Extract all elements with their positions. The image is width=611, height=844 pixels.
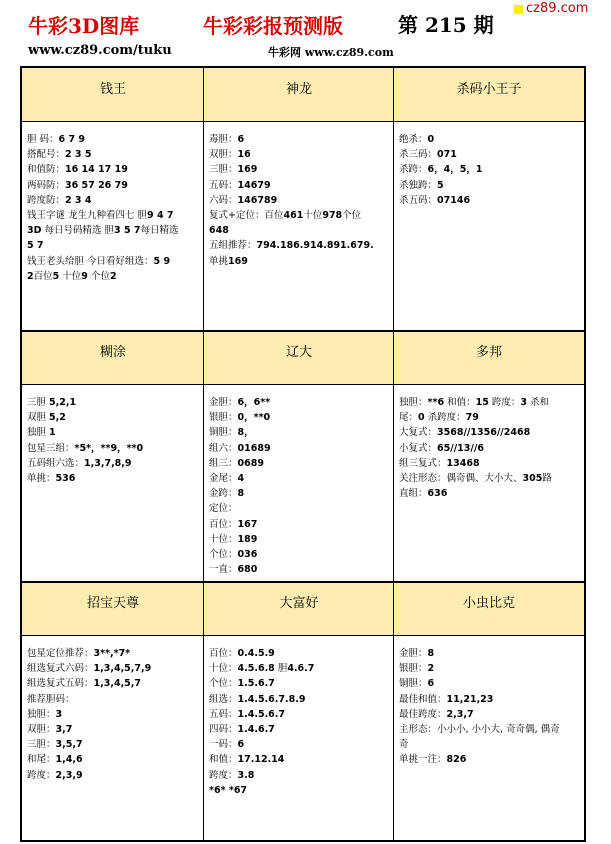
line-label: 每日精选 (140, 225, 179, 237)
line-value: 6 (237, 739, 245, 751)
prediction-line (399, 178, 581, 193)
line-label: 四码： (209, 724, 238, 736)
line-label: 个位 (87, 270, 110, 282)
prediction-line (209, 193, 391, 208)
prediction-line (399, 646, 581, 661)
line-value: 16 14 17 19 (65, 164, 128, 176)
line-label: 双胆： (209, 149, 238, 161)
line-value: 1,3,4,5,7,9 (93, 663, 152, 675)
line-label: 金胆： (399, 648, 428, 659)
line-label: 杀独跨： (399, 179, 438, 191)
line-value: 15 (475, 397, 489, 408)
prediction-line (27, 395, 201, 410)
panel-title: 小虫比克 (394, 582, 584, 636)
prediction-line (27, 147, 201, 162)
line-label: 跨度防： (27, 194, 66, 206)
line-label: 三胆： (209, 164, 238, 176)
line-value: 1,3,7,8,9 (84, 457, 132, 469)
line-label: 铜胆： (209, 427, 238, 439)
prediction-line (209, 661, 391, 676)
line-value: 3 (55, 708, 63, 720)
line-value: 5,2 (49, 412, 66, 424)
prediction-line (27, 223, 201, 238)
line-label: 杀跨度： (424, 412, 466, 424)
prediction-line (209, 162, 391, 177)
line-value: 4.5.6.8 (237, 663, 275, 675)
line-value: 01689 (237, 442, 271, 454)
line-label: 钱王老头给胆 今日看好组选： (27, 255, 154, 267)
line-value: 2 3 5 (65, 149, 92, 161)
prediction-line (209, 132, 391, 147)
line-value: 0 (418, 412, 425, 424)
line-value: 11,21,23 (446, 693, 494, 705)
line-value: 2 (427, 663, 435, 675)
prediction-panel (394, 68, 584, 331)
line-label: 十位： (209, 663, 238, 675)
prediction-line (209, 692, 391, 707)
prediction-panel (204, 582, 394, 840)
prediction-line (399, 162, 581, 177)
prediction-line (209, 178, 391, 193)
line-label: 包星三组： (27, 442, 75, 454)
prediction-line (209, 532, 391, 547)
line-value: 826 (446, 754, 467, 766)
line-value: **6 (427, 397, 445, 408)
line-value: 3,5,7 (55, 739, 83, 751)
line-value: 8 (237, 488, 245, 500)
prediction-line (27, 692, 201, 707)
line-label: 和值： (209, 754, 238, 766)
site-url: www.cz89.com/tuku (28, 43, 172, 58)
prediction-panel (22, 68, 204, 331)
line-label: 十位： (209, 533, 238, 545)
prediction-line (209, 646, 391, 661)
line-value: 6，6** (237, 397, 271, 408)
line-label: 推荐胆码： (27, 693, 75, 705)
line-value: 2 (27, 270, 34, 282)
prediction-line (209, 147, 391, 162)
prediction-line (209, 783, 391, 798)
line-value: 65//13//6 (437, 442, 484, 454)
line-value: 036 (237, 549, 258, 561)
line-label: 独胆： (27, 708, 56, 720)
line-value: 3**,*7* (93, 648, 131, 659)
watermark-text: cz89.com (526, 1, 589, 16)
line-value: 978 (322, 210, 343, 222)
line-value: *5*，**9，**0 (74, 442, 144, 454)
line-value: 1.4.5.6.7.8.9 (237, 693, 306, 705)
prediction-line (209, 410, 391, 425)
edition-title: 牛彩彩报预测版 (203, 14, 343, 38)
line-value: 3568//1356//2468 (437, 427, 531, 439)
line-label: 最佳和值： (399, 693, 447, 705)
line-label: 搭配号： (27, 149, 66, 161)
line-label: 跨度： (209, 769, 238, 781)
prediction-line (209, 254, 391, 269)
line-value: 3 (520, 397, 527, 408)
panel-body (399, 646, 581, 768)
line-value: 5 (52, 270, 60, 282)
prediction-line (209, 238, 391, 253)
panel-title: 多邦 (394, 331, 584, 385)
prediction-line (27, 254, 201, 269)
line-value: 189 (237, 533, 258, 545)
line-label: 跨度： (27, 769, 56, 781)
line-label: 双胆： (27, 724, 56, 736)
page-header (0, 0, 611, 65)
panel-title: 钱王 (22, 68, 204, 122)
line-value: 14679 (237, 179, 271, 191)
line-value: 36 57 26 79 (65, 179, 128, 191)
line-value: 169 (228, 255, 248, 267)
line-label: 个位： (209, 678, 238, 690)
line-value: 8， (237, 427, 254, 439)
line-label: 十位 (303, 210, 323, 222)
prediction-line (209, 425, 391, 440)
line-value: 2 (109, 270, 117, 282)
line-label: 组三： (209, 457, 238, 469)
prediction-line (27, 269, 201, 284)
line-value: 1.5.6.7 (237, 678, 275, 690)
line-label: 每日号码精选 胆 (41, 225, 115, 237)
line-label: 路 (542, 473, 552, 485)
prediction-line (399, 722, 581, 737)
prediction-line (399, 471, 581, 486)
prediction-line (209, 501, 391, 516)
prediction-line (27, 238, 201, 253)
prediction-line (209, 707, 391, 722)
prediction-line (209, 471, 391, 486)
line-label: 包星定位推荐： (27, 648, 94, 659)
prediction-line (209, 456, 391, 471)
panel-title: 糊涂 (22, 331, 204, 385)
prediction-line (399, 395, 581, 410)
prediction-line (399, 425, 581, 440)
brand-title: 牛彩3D图库 (28, 14, 140, 38)
prediction-line (209, 223, 391, 238)
line-label: 单挑： (27, 473, 56, 485)
line-label: 组选复式六码： (27, 663, 94, 675)
prediction-line (27, 410, 201, 425)
line-label: 个位： (209, 549, 238, 561)
prediction-line (27, 646, 201, 661)
line-label: 小复式： (399, 442, 438, 454)
prediction-line (27, 162, 201, 177)
site-url-secondary: 牛彩网 www.cz89.com (268, 46, 394, 59)
line-label: 两码防： (27, 179, 66, 191)
panel-title: 辽大 (204, 331, 394, 385)
watermark (510, 0, 611, 62)
prediction-line (27, 425, 201, 440)
panel-body (399, 395, 581, 501)
prediction-line (27, 193, 201, 208)
line-label: 和值防： (27, 164, 66, 176)
line-value: 6 (427, 678, 435, 690)
line-label: 一直： (209, 564, 238, 576)
line-label: 和值： (444, 397, 476, 408)
panel-body (209, 132, 391, 269)
line-value: 79 (465, 412, 479, 424)
line-value: 0，**0 (237, 412, 271, 424)
line-value: 636 (427, 488, 448, 500)
line-value: 6 (237, 134, 245, 145)
line-value: 0 (427, 134, 435, 145)
line-label: 钱王字谜 龙生九种看四七 胆 (27, 210, 148, 222)
prediction-line (27, 676, 201, 691)
panel-body (27, 646, 201, 783)
line-label: 五码： (209, 708, 238, 720)
line-label: 主形态：小小小, 小小大, 奇奇偶, 偶奇 (399, 724, 560, 736)
line-value: 5 9 (153, 255, 171, 267)
prediction-line (209, 768, 391, 783)
line-value: 07146 (437, 194, 471, 206)
line-value: 9 4 7 (147, 210, 174, 222)
panel-body (209, 646, 391, 798)
prediction-line (209, 441, 391, 456)
line-value: 3.8 (237, 769, 255, 781)
line-label: 尾： (399, 412, 419, 424)
line-value: 2,3,7 (446, 708, 474, 720)
prediction-panel (204, 331, 394, 582)
line-label: 铜胆： (399, 678, 428, 690)
prediction-line (399, 676, 581, 691)
prediction-line (399, 456, 581, 471)
line-label: 双胆 (27, 412, 50, 424)
line-label: 五码组六选： (27, 457, 85, 469)
line-label: 五组推荐： (209, 240, 257, 252)
prediction-line (399, 692, 581, 707)
panel-body (27, 132, 201, 284)
line-value: 461 (283, 210, 304, 222)
line-value: 16 (237, 149, 251, 161)
line-label: 复式+定位：百位 (209, 210, 284, 222)
prediction-line (209, 722, 391, 737)
prediction-panel (204, 68, 394, 331)
line-value: 13468 (446, 457, 480, 469)
line-label: 单挑 (209, 255, 229, 267)
line-value: 2 3 4 (65, 194, 92, 206)
prediction-line (209, 395, 391, 410)
line-label: 独胆 (27, 427, 50, 439)
row-divider (22, 330, 584, 332)
line-label: 组六： (209, 442, 238, 454)
prediction-panel (22, 582, 204, 840)
line-value: 1,4,6 (55, 754, 83, 766)
prediction-line (27, 132, 201, 147)
line-value: 9 (81, 270, 88, 282)
prediction-line (27, 737, 201, 752)
prediction-line (27, 441, 201, 456)
prediction-line (399, 410, 581, 425)
row-divider (22, 581, 584, 583)
line-value: 6，4，5，1 (427, 164, 483, 176)
line-value: 167 (237, 518, 258, 530)
prediction-line (27, 752, 201, 767)
line-label: 三胆 (27, 397, 50, 408)
prediction-line (399, 147, 581, 162)
line-label: 跨度： (488, 397, 521, 408)
prediction-line (27, 768, 201, 783)
line-value: 17.12.14 (237, 754, 285, 766)
prediction-panel (22, 331, 204, 582)
line-value: 2,3,9 (55, 769, 83, 781)
prediction-line (209, 752, 391, 767)
line-label: 杀和 (526, 397, 550, 408)
issue-number: 第 215 期 (398, 13, 494, 37)
line-label: 银胆： (399, 663, 428, 675)
line-label: 组选： (209, 693, 238, 705)
panel-title: 大富好 (204, 582, 394, 636)
line-value: 1.4.5.6.7 (237, 708, 286, 720)
line-value: 648 (209, 225, 229, 237)
line-value: 071 (437, 149, 457, 161)
prediction-line (399, 193, 581, 208)
panel-title: 神龙 (204, 68, 394, 122)
line-value: 536 (55, 473, 76, 485)
prediction-line (209, 486, 391, 501)
line-value: 4.6.7 (287, 663, 315, 675)
line-value: 5,2,1 (49, 397, 77, 408)
line-label: 最佳跨度： (399, 708, 447, 720)
prediction-line (27, 178, 201, 193)
line-label: 百位： (209, 518, 238, 530)
panel-title: 杀码小王子 (394, 68, 584, 122)
panel-body (209, 395, 391, 577)
line-value: 3,7 (55, 724, 73, 736)
line-label: 和尾： (27, 754, 56, 766)
prediction-line (209, 676, 391, 691)
panel-body (27, 395, 201, 486)
prediction-line (209, 737, 391, 752)
line-label: 直组： (399, 488, 428, 500)
line-value: 1.4.6.7 (237, 724, 275, 736)
line-value: 5 7 (27, 240, 44, 252)
panel-title: 招宝天尊 (22, 582, 204, 636)
prediction-line (209, 517, 391, 532)
line-label: 一码： (209, 739, 238, 751)
line-value: *6* *67 (209, 784, 248, 796)
line-label: 金尾： (209, 473, 238, 485)
prediction-line (27, 722, 201, 737)
prediction-line (27, 456, 201, 471)
line-label: 大复式： (399, 427, 438, 439)
line-label: 组选复式五码： (27, 678, 94, 690)
prediction-panel (394, 331, 584, 582)
line-value: 6 7 9 (58, 134, 85, 145)
column-divider (393, 68, 394, 840)
line-value: 305 (522, 473, 543, 485)
prediction-line (399, 661, 581, 676)
line-value: 794.186.914.891.679. (256, 240, 374, 252)
prediction-line (399, 486, 581, 501)
line-label: 胆 码： (27, 134, 59, 145)
line-value: 3 5 7 (114, 225, 141, 237)
line-label: 绝杀： (399, 134, 428, 145)
line-label: 百位 (33, 270, 53, 282)
line-label: 组三复式： (399, 457, 447, 469)
line-label: 百位： (209, 648, 238, 659)
prediction-grid (20, 66, 586, 842)
prediction-line (27, 471, 201, 486)
line-value: 680 (237, 564, 258, 576)
line-label: 六码： (209, 194, 238, 206)
line-value: 5 (437, 179, 444, 191)
line-value: 0.4.5.9 (237, 648, 275, 659)
line-label: 定位： (209, 503, 238, 515)
line-label: 银胆： (209, 412, 238, 424)
line-label: 关注形态：偶奇偶、大小大、 (399, 473, 523, 485)
line-value: 169 (237, 164, 258, 176)
panel-body (399, 132, 581, 208)
line-label: 杀五码： (399, 194, 438, 206)
line-label: 单挑一注： (399, 754, 447, 766)
line-label: 十位 (59, 270, 82, 282)
prediction-line (209, 547, 391, 562)
line-label: 金胆： (209, 397, 238, 408)
line-label: 五码： (209, 179, 238, 191)
prediction-panel (394, 582, 584, 840)
line-label: 杀跨： (399, 164, 428, 176)
line-value: 1,3,4,5,7 (93, 678, 142, 690)
prediction-line (209, 562, 391, 577)
line-label: 奇 (399, 739, 409, 751)
line-label: 胆 (274, 663, 288, 675)
prediction-line (399, 441, 581, 456)
watermark-square-icon (514, 5, 523, 14)
line-label: 毒胆： (209, 134, 238, 145)
line-label: 个位 (342, 210, 362, 222)
line-value: 8 (427, 648, 435, 659)
prediction-line (27, 707, 201, 722)
line-label: 金跨： (209, 488, 238, 500)
line-value: 3D (27, 225, 42, 237)
prediction-line (399, 737, 581, 752)
prediction-line (399, 752, 581, 767)
line-value: 0689 (237, 457, 264, 469)
line-value: 4 (237, 473, 245, 485)
line-label: 杀三码： (399, 149, 438, 161)
prediction-line (209, 208, 391, 223)
line-value: 1 (49, 427, 56, 439)
line-label: 三胆： (27, 739, 56, 751)
prediction-line (399, 707, 581, 722)
prediction-line (399, 132, 581, 147)
prediction-line (27, 661, 201, 676)
line-value: 146789 (237, 194, 278, 206)
line-label: 独胆： (399, 397, 428, 408)
prediction-line (27, 208, 201, 223)
column-divider (203, 68, 204, 840)
